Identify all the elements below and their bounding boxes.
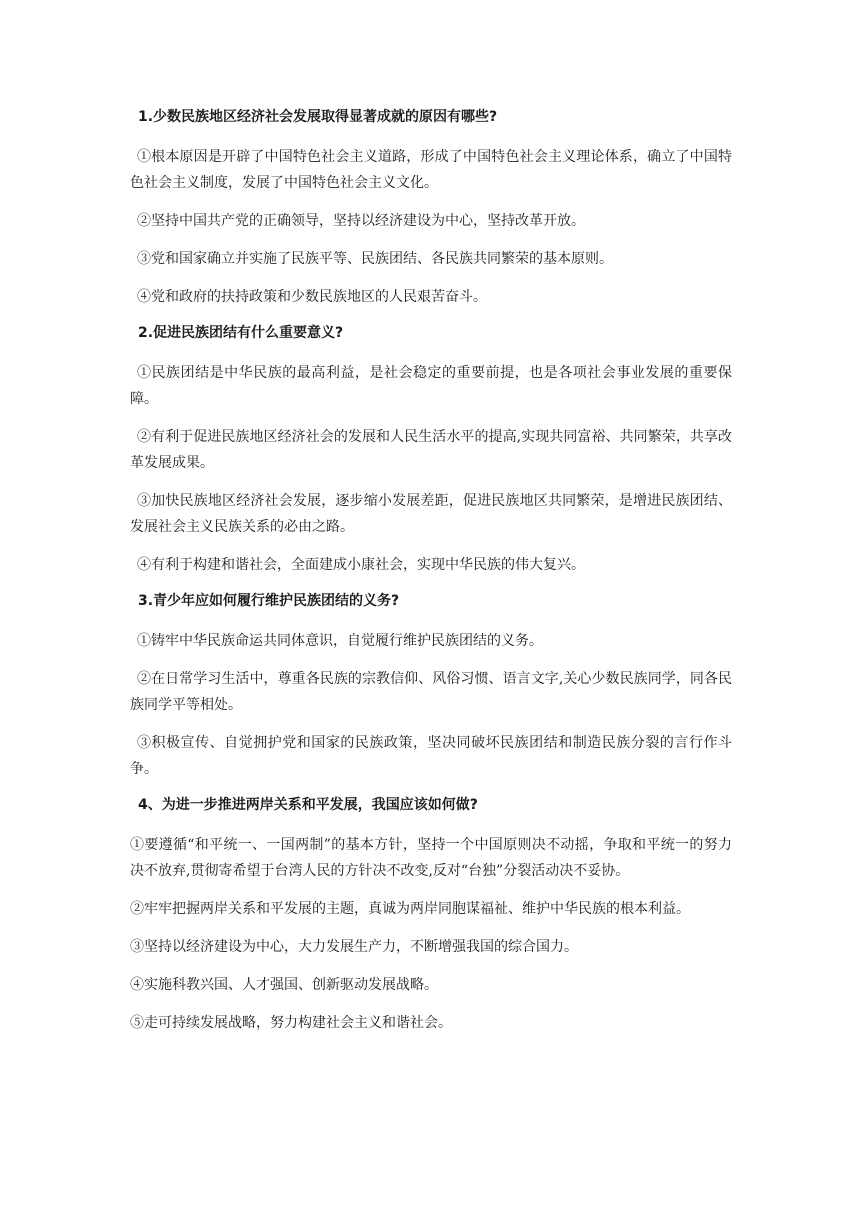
list-item: ③坚持以经济建设为中心，大力发展生产力，不断增强我国的综合国力。 xyxy=(130,939,578,955)
list-item: ②在日常学习生活中，尊重各民族的宗教信仰、风俗习惯、语言文字,关心少数民族同学，同各民族同学平等相处。 xyxy=(130,671,732,713)
list-item: ③党和国家确立并实施了民族平等、民族团结、各民族共同繁荣的基本原则。 xyxy=(137,251,613,267)
list-item: ②坚持中国共产党的正确领导，坚持以经济建设为中心，坚持改革开放。 xyxy=(137,213,585,229)
section-2 xyxy=(130,322,732,578)
section-4 xyxy=(130,794,732,1036)
list-item: ②牢牢把握两岸关系和平发展的主题，真诚为两岸同胞谋福祉、维护中华民族的根本利益。 xyxy=(130,901,690,917)
list-item: ②有利于促进民族地区经济社会的发展和人民生活水平的提高,实现共同富裕、共同繁荣，共享改革发展成果。 xyxy=(130,429,732,471)
list-item: ④党和政府的扶持政策和少数民族地区的人民艰苦奋斗。 xyxy=(137,289,487,305)
section-heading: 3.青少年应如何履行维护民族团结的义务? xyxy=(138,593,400,609)
list-item: ③加快民族地区经济社会发展，逐步缩小发展差距，促进民族地区共同繁荣，是增进民族团结、发展社会主义民族关系的必由之路。 xyxy=(130,493,732,535)
section-1 xyxy=(130,106,732,310)
list-item: ①根本原因是开辟了中国特色社会主义道路，形成了中国特色社会主义理论体系，确立了中国特色社会主义制度，发展了中国特色社会主义文化。 xyxy=(130,149,732,191)
list-item: ①要遵循“和平统一、一国两制”的基本方针，坚持一个中国原则决不动摇，争取和平统一的努力决不放弃,贯彻寄希望于台湾人民的方针决不改变,反对“台独”分裂活动决不妥协。 xyxy=(130,837,732,879)
list-item: ①民族团结是中华民族的最高利益，是社会稳定的重要前提，也是各项社会事业发展的重要保障。 xyxy=(130,365,732,407)
document-page xyxy=(130,106,732,1048)
list-item: ③积极宣传、自觉拥护党和国家的民族政策，坚决同破坏民族团结和制造民族分裂的言行作斗争。 xyxy=(130,735,732,777)
list-item: ⑤走可持续发展战略，努力构建社会主义和谐社会。 xyxy=(130,1015,452,1031)
list-item: ④有利于构建和谐社会，全面建成小康社会，实现中华民族的伟大复兴。 xyxy=(137,557,585,573)
section-3 xyxy=(130,590,732,782)
list-item: ①铸牢中华民族命运共同体意识，自觉履行维护民族团结的义务。 xyxy=(137,633,543,649)
section-heading: 1.少数民族地区经济社会发展取得显著成就的原因有哪些? xyxy=(138,109,498,125)
list-item: ④实施科教兴国、人才强国、创新驱动发展战略。 xyxy=(130,977,438,993)
section-heading: 4、为进一步推进两岸关系和平发展，我国应该如何做? xyxy=(138,797,478,813)
section-heading: 2.促进民族团结有什么重要意义? xyxy=(138,325,344,341)
